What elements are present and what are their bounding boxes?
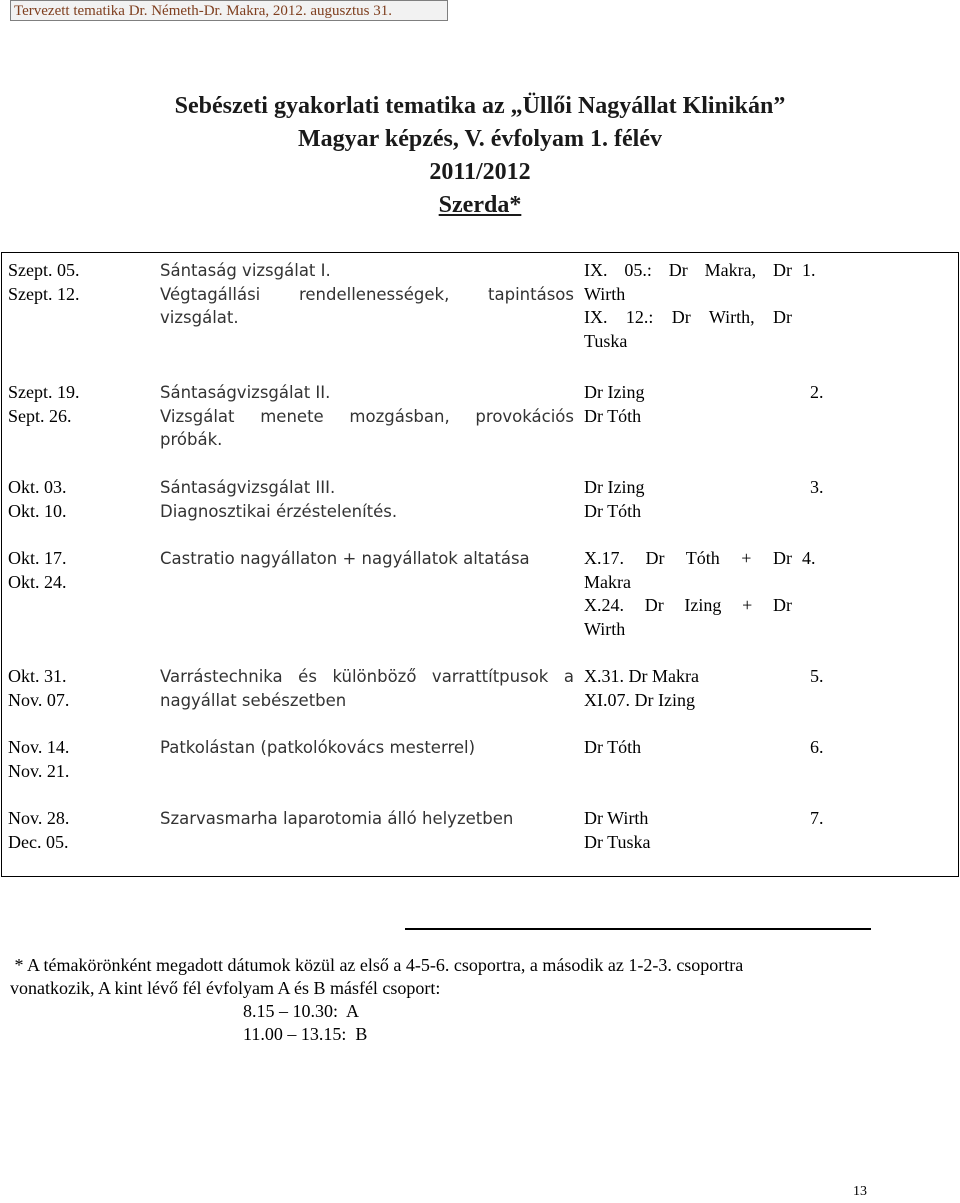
teacher-line: X.24. Dr Izing + Dr — [584, 595, 792, 615]
footnote-divider — [405, 928, 871, 930]
teacher-line: Makra — [584, 571, 631, 592]
group-number: 5. — [810, 666, 824, 686]
teacher-cell — [584, 476, 792, 523]
topic-cell — [160, 547, 574, 571]
title-day: Szerda* — [438, 192, 522, 218]
title-line-2: Magyar képzés, V. évfolyam 1. félév — [298, 126, 662, 152]
date-cell — [8, 547, 148, 594]
teacher-cell — [584, 259, 792, 353]
teacher-line: X.31. Dr Makra — [584, 666, 699, 686]
teacher-line: Dr Tóth — [584, 500, 642, 521]
date: Dec. 05. — [8, 831, 69, 852]
teacher-line: Tuska — [584, 330, 628, 351]
topic-cell — [160, 665, 574, 712]
title-line-3: 2011/2012 — [429, 159, 531, 185]
title-line-1: Sebészeti gyakorlati tematika az „Üllői Nagyállat Klinikán” — [174, 93, 786, 119]
date: Nov. 21. — [8, 760, 70, 781]
group-number: 3. — [810, 477, 824, 497]
group-number: 2. — [810, 382, 824, 402]
group-number: 1. — [802, 260, 816, 280]
teacher-line: XI.07. Dr Izing — [584, 689, 695, 710]
topic-line: vizsgálat. — [160, 308, 239, 327]
topic-line: Sántaságvizsgálat III. — [160, 478, 336, 497]
date-cell — [8, 259, 148, 306]
date-cell — [8, 807, 148, 854]
running-header: Tervezett tematika Dr. Németh-Dr. Makra, 2012. augusztus 31. — [10, 0, 448, 21]
topic-line: nagyállat sebészetben — [160, 690, 347, 710]
teacher-line: IX. 12.: Dr Wirth, Dr — [584, 307, 792, 327]
topic-line: Patkolástan (patkolókovács mesterrel) — [160, 738, 476, 757]
topic-cell — [160, 807, 574, 831]
topic-line: Diagnosztikai érzéstelenítés. — [160, 501, 398, 521]
schedule-table — [1, 252, 959, 877]
teacher-line: Dr Tuska — [584, 831, 651, 852]
teacher-line: IX. 05.: Dr Makra, Dr — [584, 260, 792, 280]
date-cell — [8, 381, 148, 428]
date: Nov. 14. — [8, 737, 70, 757]
date: Szept. 12. — [8, 283, 80, 304]
topic-line: Sántaságvizsgálat II. — [160, 383, 331, 402]
topic-cell — [160, 259, 574, 330]
document-title — [0, 90, 960, 222]
teacher-line: Wirth — [584, 618, 626, 639]
topic-cell — [160, 381, 574, 452]
group-number: 4. — [802, 548, 816, 568]
footnote-line: vonatkozik, A kint lévő fél évfolyam A és B másfél csoport: — [10, 978, 441, 998]
footnote-time-b: 11.00 – 13.15: B — [243, 1024, 368, 1044]
date: Sept. 26. — [8, 405, 72, 426]
topic-line: Végtagállási rendellenességek, tapintásos — [160, 284, 574, 304]
teacher-line: Dr Wirth — [584, 808, 649, 828]
date: Szept. 19. — [8, 382, 80, 402]
teacher-cell — [584, 807, 792, 854]
topic-line: Vizsgálat menete mozgásban, provokációs — [160, 406, 574, 426]
date-cell — [8, 476, 148, 523]
date: Okt. 17. — [8, 548, 67, 568]
footnote-time-a: 8.15 – 10.30: A — [243, 1001, 360, 1021]
teacher-line: Dr Izing — [584, 477, 645, 497]
date: Okt. 10. — [8, 500, 67, 521]
teacher-line: Dr Tóth — [584, 405, 642, 426]
topic-cell — [160, 476, 574, 523]
date: Okt. 03. — [8, 477, 67, 497]
topic-line: Castratio nagyállaton + nagyállatok altatása — [160, 549, 530, 568]
group-number: 6. — [810, 737, 824, 757]
teacher-line: Wirth — [584, 283, 626, 304]
teacher-cell — [584, 381, 792, 428]
topic-line: Varrástechnika és különböző varrattítpusok a — [160, 667, 574, 686]
date: Okt. 31. — [8, 666, 67, 686]
date: Okt. 24. — [8, 571, 67, 592]
footnote — [10, 954, 940, 1046]
date: Szept. 05. — [8, 260, 80, 280]
teacher-line: Dr Tóth — [584, 737, 642, 757]
topic-line: Sántaság vizsgálat I. — [160, 261, 331, 280]
date-cell — [8, 736, 148, 783]
page-number: 13 — [853, 1184, 867, 1199]
date-cell — [8, 665, 148, 712]
group-number: 7. — [810, 808, 824, 828]
date: Nov. 28. — [8, 808, 70, 828]
teacher-cell — [584, 547, 792, 641]
topic-line: Szarvasmarha laparotomia álló helyzetben — [160, 809, 514, 828]
footnote-line: * A témakörönként megadott dátumok közül az első a 4-5-6. csoportra, a második az 1-2-3. csoportra — [10, 955, 744, 975]
teacher-line: Dr Izing — [584, 382, 645, 402]
topic-line: próbák. — [160, 430, 223, 449]
teacher-line: X.17. Dr Tóth + Dr — [584, 548, 792, 568]
topic-cell — [160, 736, 574, 760]
teacher-cell — [584, 736, 792, 760]
teacher-cell — [584, 665, 792, 712]
date: Nov. 07. — [8, 689, 70, 710]
